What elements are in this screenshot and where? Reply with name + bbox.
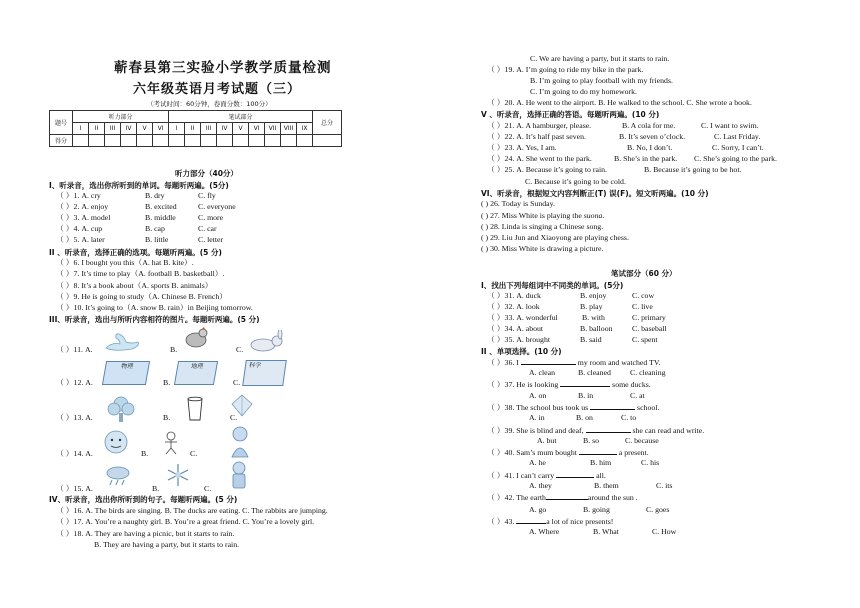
- question: [487, 402, 659, 413]
- kite-image: [230, 394, 254, 420]
- question: （ ）17. A. You’re a naughty girl. B. You’re a great friend. C. You’re a lovely girl.: [56, 517, 315, 526]
- tree-image: [106, 395, 136, 423]
- score-table: [49, 110, 342, 147]
- col-header: VII: [265, 123, 281, 135]
- score-cell[interactable]: [233, 135, 249, 147]
- option-b: B.: [152, 484, 160, 493]
- section-2-title: II 、听录音，选择正确的选项。每题听两遍。(5 分): [49, 248, 222, 257]
- col-header: IV: [217, 123, 233, 135]
- col-header: VI: [249, 123, 265, 135]
- question: （ ）10. It’s going to（A. snow B. rain）in Beijing tomorrow.: [56, 303, 253, 312]
- question-text: all.: [596, 471, 606, 480]
- option-b: B. excited: [145, 202, 177, 211]
- question: [487, 516, 613, 527]
- col-header: III: [105, 123, 121, 135]
- col-header: III: [201, 123, 217, 135]
- option-c: C. at: [630, 391, 645, 400]
- rain-image: [104, 465, 132, 487]
- option-b: B.: [141, 449, 149, 458]
- col-header: II: [185, 123, 201, 135]
- question-text: ( ) 27. Miss White is playing the: [481, 211, 584, 220]
- option-c: C.: [190, 449, 198, 458]
- question: （ ）9. He is going to study（A. Chinese B. French）: [56, 292, 228, 301]
- option-a: A. he: [529, 458, 546, 467]
- score-cell[interactable]: [265, 135, 281, 147]
- question-text: （ ）37. He is looking: [487, 380, 559, 389]
- option-c: C. goes: [646, 505, 670, 514]
- italic-word: suona: [583, 211, 603, 220]
- answer-blank[interactable]: [516, 516, 546, 524]
- q-label: 题号: [50, 111, 73, 135]
- written-1-title: I、找出下列每组词中不同类的单词。(5分): [481, 281, 624, 290]
- score-cell[interactable]: [297, 135, 313, 147]
- answer-blank[interactable]: [590, 402, 635, 410]
- exam-note: （考试时间：60分钟，卷面分数：100分）: [147, 100, 272, 108]
- listening-header: 听力部分: [73, 111, 169, 123]
- col-header: IX: [297, 123, 313, 135]
- option-a: A. go: [529, 505, 547, 514]
- option-b: B. in: [578, 391, 594, 400]
- option-c: C. cleaning: [630, 368, 666, 377]
- question: （ ）31. A. duck: [487, 291, 541, 300]
- option-c: C. cow: [632, 291, 655, 300]
- question: （ ）20. A. He went to the airport. B. He walked to the school. C. She wrote a book.: [487, 98, 752, 107]
- option-c: C. everyone: [198, 202, 236, 211]
- boy-image: [225, 460, 253, 490]
- score-cell[interactable]: [281, 135, 297, 147]
- option-b: B.: [170, 345, 178, 354]
- question: ( ) 28. Linda is singing a Chinese song.: [481, 222, 604, 231]
- hen-image: [182, 326, 210, 350]
- question: （ ）13. A.: [56, 413, 93, 422]
- question-text: a present.: [618, 448, 649, 457]
- option-b: B. middle: [145, 213, 176, 222]
- score-cell[interactable]: [105, 135, 121, 147]
- question-text: （ ）43.: [487, 517, 515, 526]
- answer-blank[interactable]: [560, 379, 610, 387]
- option-c: C. his: [641, 458, 660, 467]
- option-c: C.: [230, 413, 238, 422]
- answer-blank[interactable]: [586, 425, 631, 433]
- option-b: B. Because it’s going to be hot.: [644, 165, 742, 174]
- physics-book-image: [102, 361, 150, 385]
- answer-blank[interactable]: [579, 447, 617, 455]
- question: （ ）22. A. It’s half past seven.: [487, 132, 586, 141]
- question: [487, 447, 649, 458]
- question: （ ）25. A. Because it’s going to rain.: [487, 165, 607, 174]
- option-b: B. dry: [145, 191, 165, 200]
- col-header: V: [137, 123, 153, 135]
- question: [487, 492, 638, 503]
- book-label: 科学: [248, 362, 262, 369]
- option-a: A. but: [537, 436, 557, 445]
- answer-blank[interactable]: [546, 492, 588, 500]
- col-header: I: [169, 123, 185, 135]
- school-title: 蕲春县第三实验小学教学质量检测: [114, 60, 332, 76]
- section-4-title: IV、听录音，选出你所听到的句子。每题听两遍。(5 分): [49, 495, 238, 504]
- section-6-title: VI、听录音，根据短文内容判断正(T) 误(F)。短文听两遍。(10 分): [481, 189, 709, 198]
- option-c: C. primary: [632, 313, 666, 322]
- score-cell[interactable]: [169, 135, 185, 147]
- section-5-title: V 、听录音，选择正确的答语。每题听两遍。(10 分): [481, 110, 660, 119]
- total-header: 总分: [313, 111, 342, 135]
- option-b: B. enjoy: [580, 291, 607, 300]
- exam-title: 六年级英语月考试题（三）: [133, 82, 302, 97]
- question: （ ）11. A.: [56, 345, 93, 354]
- option-b: B. No, I don’t.: [627, 143, 673, 152]
- option-b: B. They are having a party, but it starts to rain.: [94, 540, 240, 549]
- option-b: B. cleaned: [578, 368, 611, 377]
- option-c: C. We are having a party, but it starts to rain.: [530, 54, 670, 63]
- option-c: C. Because it’s going to be cold.: [525, 177, 626, 186]
- question: （ ）3. A. model: [56, 213, 111, 222]
- option-b: B. cap: [145, 224, 165, 233]
- question: （ ）8. It’s a book about（A. sports B. animals）: [56, 281, 213, 290]
- question-text: she can read and write.: [632, 426, 705, 435]
- option-a: A. Where: [529, 527, 560, 536]
- answer-blank[interactable]: [521, 357, 576, 365]
- question: （ ）21. A. A hamburger, please.: [487, 121, 592, 130]
- option-a: A. in: [529, 413, 545, 422]
- question: （ ）18. A. They are having a picnic, but it starts to rain.: [56, 529, 235, 538]
- col-header: VI: [153, 123, 169, 135]
- book-label: 地理: [190, 363, 204, 370]
- option-c: C. to: [621, 413, 637, 422]
- rabbit-image: [245, 330, 287, 354]
- option-b: B. play: [580, 302, 603, 311]
- question: （ ）1. A. cry: [56, 191, 101, 200]
- col-header: II: [89, 123, 105, 135]
- question-text: （ ）38. The school bus took us: [487, 403, 589, 412]
- score-cell[interactable]: [153, 135, 169, 147]
- score-label: 得分: [50, 135, 73, 147]
- option-c: C. baseball: [632, 324, 667, 333]
- question-text: around the sun .: [587, 493, 638, 502]
- question-text: school.: [637, 403, 660, 412]
- option-b: B. balloon: [580, 324, 613, 333]
- question: （ ）35. A. brought: [487, 335, 551, 344]
- answer-blank[interactable]: [556, 470, 594, 478]
- col-header: IV: [121, 123, 137, 135]
- option-b: B. so: [583, 436, 600, 445]
- question-text: （ ）39. She is blind and deaf,: [487, 426, 584, 435]
- question: ( ) 30. Miss White is drawing a picture.: [481, 244, 604, 253]
- option-c: C.: [204, 484, 212, 493]
- option-c: C. She’s going to the park.: [694, 154, 777, 163]
- question-text: （ ）42. The earth: [487, 493, 546, 502]
- question: （ ）12. A.: [56, 378, 93, 387]
- question: （ ）34. A. about: [487, 324, 544, 333]
- option-c: C. I want to swim.: [701, 121, 759, 130]
- question: ( ) 26. Today is Sunday.: [481, 199, 555, 208]
- option-b: B. going: [583, 505, 610, 514]
- option-c: C. Last Friday.: [714, 132, 761, 141]
- question-text: a lot of nice presents!: [546, 517, 614, 526]
- option-b: B. them: [594, 481, 619, 490]
- cup-image: [185, 396, 205, 422]
- option-c: C.: [233, 378, 241, 387]
- option-c: C. car: [198, 224, 217, 233]
- option-b: B. A cola for me.: [622, 121, 676, 130]
- score-cell[interactable]: [313, 135, 342, 147]
- option-c: C. I’m going to do my homework.: [530, 87, 637, 96]
- option-b: B. What: [593, 527, 619, 536]
- question-text: （ ）40. Sam’s mum bought: [487, 448, 577, 457]
- question: [487, 425, 704, 436]
- option-b: B. with: [582, 313, 605, 322]
- option-b: B. little: [145, 235, 169, 244]
- option-c: C. live: [632, 302, 653, 311]
- col-header: V: [233, 123, 249, 135]
- question: （ ）2. A. enjoy: [56, 202, 109, 211]
- geography-book-image: [174, 361, 218, 385]
- option-b: B. him: [590, 458, 612, 467]
- cold-face-image: [102, 428, 130, 456]
- option-c: C. fly: [198, 191, 216, 200]
- question: （ ）14. A.: [56, 449, 93, 458]
- question: ( ) 27. Miss White is playing the suona.: [481, 211, 605, 220]
- option-b: B. said: [580, 335, 602, 344]
- question-text: （ ）36. I: [487, 358, 519, 367]
- option-b: B. She’s in the park.: [614, 154, 678, 163]
- question: （ ）6. I bought you this（A. hat B. kite）.: [56, 258, 194, 267]
- question: （ ）4. A. cup: [56, 224, 103, 233]
- book-label: 物理: [120, 363, 134, 370]
- section-3-title: III、听录音，选出与所听内容相符的图片。每题听两遍。(5 分): [49, 315, 260, 324]
- listening-title: 听力部分（40分）: [175, 169, 238, 178]
- score-cell[interactable]: [121, 135, 137, 147]
- option-c: C. Sorry, I can’t.: [712, 143, 764, 152]
- question: （ ）33. A. wonderful: [487, 313, 558, 322]
- option-c: C. more: [198, 213, 224, 222]
- score-cell[interactable]: [89, 135, 105, 147]
- score-cell[interactable]: [185, 135, 201, 147]
- question-text: （ ）41. I can’t carry: [487, 471, 555, 480]
- writing-header: 笔试部分: [169, 111, 313, 123]
- score-cell[interactable]: [217, 135, 233, 147]
- question: ( ) 29. Liu Jun and Xiaoyong are playing chess.: [481, 233, 629, 242]
- section-1-title: I、听录音，选出你所听到的单词。每题听两遍。(5分): [49, 181, 229, 190]
- question-text: my room and watched TV.: [577, 358, 661, 367]
- girl-image: [225, 425, 255, 459]
- question-text: some ducks.: [612, 380, 651, 389]
- question: [487, 357, 660, 368]
- question: （ ）16. A. The birds are singing. B. The ducks are eating. C. The rabbits are jumping.: [56, 506, 328, 515]
- option-c: C. letter: [198, 235, 224, 244]
- question: （ ）15. A.: [56, 484, 93, 493]
- option-b: B. I’m going to play football with my friends.: [530, 76, 673, 85]
- question: [487, 470, 606, 481]
- option-c: C. spent: [632, 335, 658, 344]
- option-c: C. because: [625, 436, 659, 445]
- option-c: C. How: [652, 527, 677, 536]
- option-c: C.: [236, 345, 244, 354]
- option-b: B. on: [576, 413, 593, 422]
- swan-image: [102, 330, 144, 354]
- score-cell[interactable]: [73, 135, 89, 147]
- option-c: C. its: [656, 481, 673, 490]
- question: （ ）24. A. She went to the park.: [487, 154, 592, 163]
- hot-figure-image: [160, 430, 182, 456]
- written-title: 笔试部分（60 分）: [611, 269, 677, 278]
- question: （ ）23. A. Yes, I am.: [487, 143, 557, 152]
- option-b: B.: [163, 378, 171, 387]
- question: （ ）5. A. later: [56, 235, 105, 244]
- col-header: VIII: [281, 123, 297, 135]
- question: （ ）7. It’s time to play（A. football B. basketball）.: [56, 269, 225, 278]
- question: [487, 379, 651, 390]
- science-book-image: [242, 360, 287, 386]
- question: （ ）19. A. I’m going to ride my bike in the park.: [487, 65, 644, 74]
- written-2-title: II 、单项选择。(10 分): [481, 347, 562, 356]
- score-cell[interactable]: [249, 135, 265, 147]
- score-cell[interactable]: [137, 135, 153, 147]
- option-a: A. on: [529, 391, 547, 400]
- snowflake-image: [165, 462, 191, 488]
- option-a: A. they: [529, 481, 552, 490]
- score-cell[interactable]: [201, 135, 217, 147]
- option-a: A. clean: [529, 368, 555, 377]
- question: （ ）32. A. look: [487, 302, 540, 311]
- col-header: I: [73, 123, 89, 135]
- option-b: B. It’s seven o’clock.: [619, 132, 686, 141]
- option-b: B.: [163, 413, 171, 422]
